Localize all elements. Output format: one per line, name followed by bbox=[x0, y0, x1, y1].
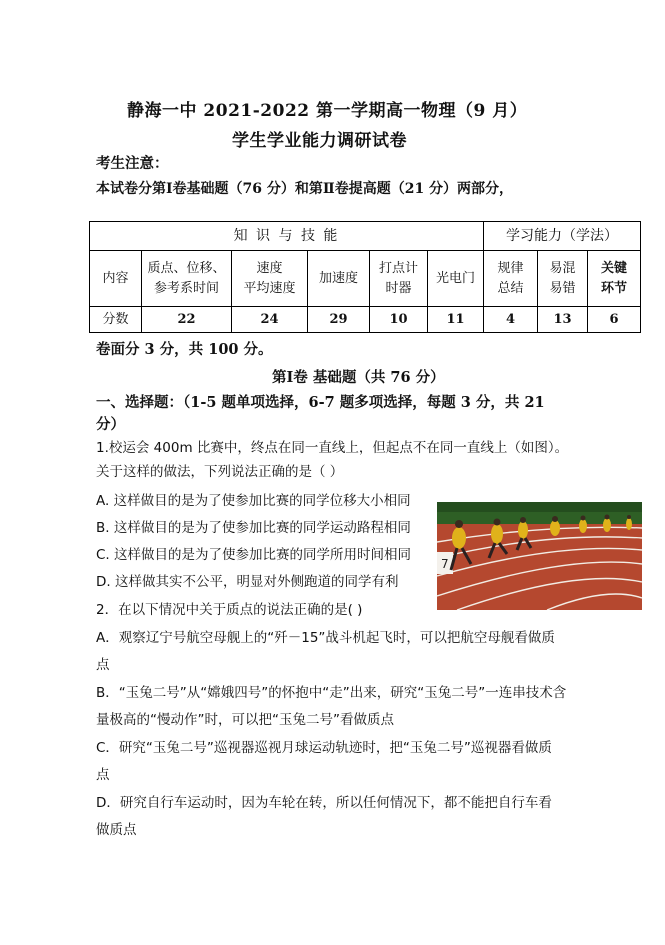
lane-number-text: 7 bbox=[441, 557, 449, 571]
q1-stem-line2: 关于这样的做法，下列说法正确的是（ ） bbox=[96, 464, 344, 480]
q2-option-b-line2: 量极高的“慢动作”时，可以把“玉兔二号”看做质点 bbox=[96, 712, 394, 728]
q2-option-b-line1: B．“玉兔二号”从“嫦娥四号”的怀抱中“走”出来，研究“玉兔二号”一连串技术含 bbox=[96, 685, 567, 701]
q2-stem: 2．在以下情况中关于质点的说法正确的是( ) bbox=[96, 602, 363, 618]
header-learning-ability: 学习能力（学法） bbox=[484, 222, 641, 251]
q1-option-c: C. 这样做目的是为了使参加比赛的同学所用时间相同 bbox=[96, 547, 412, 563]
score-cell: 6 bbox=[588, 307, 641, 333]
col-rule-summary: 规律 总结 bbox=[484, 251, 538, 307]
row-label-content: 内容 bbox=[90, 251, 142, 307]
score-distribution-table bbox=[89, 221, 641, 333]
score-cell: 11 bbox=[428, 307, 484, 333]
score-cell: 4 bbox=[484, 307, 538, 333]
q2-option-d-line2: 做质点 bbox=[96, 822, 137, 838]
score-cell: 22 bbox=[142, 307, 232, 333]
q2-option-a-line1: A．观察辽宁号航空母舰上的“歼－15”战斗机起飞时，可以把航空母舰看做质 bbox=[96, 630, 555, 646]
notice-text: 本试卷分第Ⅰ卷基础题（76 分）和第Ⅱ卷提高题（21 分）两部分， bbox=[96, 181, 514, 197]
row-label-score: 分数 bbox=[90, 307, 142, 333]
q1-option-d: D. 这样做其实不公平，明显对外侧跑道的同学有利 bbox=[96, 574, 399, 590]
score-cell: 13 bbox=[538, 307, 588, 333]
notice-label: 考生注意： bbox=[96, 155, 169, 172]
total-score-note: 卷面分 3 分，共 100 分。 bbox=[96, 341, 273, 358]
exam-title-line1: 静海一中 2021-2022 第一学期高一物理（9 月） bbox=[127, 101, 528, 121]
col-acceleration: 加速度 bbox=[308, 251, 370, 307]
q2-option-d-line1: D．研究自行车运动时，因为车轮在转，所以任何情况下，都不能把自行车看 bbox=[96, 795, 552, 811]
col-photogate: 光电门 bbox=[428, 251, 484, 307]
q1-option-b: B. 这样做目的是为了使参加比赛的同学运动路程相同 bbox=[96, 520, 411, 536]
q2-option-c-line1: C．研究“玉兔二号”巡视器巡视月球运动轨迹时，把“玉兔二号”巡视器看做质 bbox=[96, 740, 552, 756]
section1-title: 第Ⅰ卷 基础题（共 76 分） bbox=[272, 369, 445, 386]
score-cell: 24 bbox=[232, 307, 308, 333]
col-particle-displacement: 质点、位移、 参考系时间 bbox=[142, 251, 232, 307]
part1-heading-line1: 一、选择题：（1-5 题单项选择，6-7 题多项选择，每题 3 分，共 21 bbox=[96, 394, 545, 411]
col-key-step: 关键 环节 bbox=[588, 251, 641, 307]
header-knowledge-skills: 知 识 与 技 能 bbox=[90, 222, 484, 251]
score-cell: 10 bbox=[370, 307, 428, 333]
col-velocity: 速度 平均速度 bbox=[232, 251, 308, 307]
q1-stem-line1: 1.校运会 400m 比赛中，终点在同一直线上，但起点不在同一直线上（如图）。 bbox=[96, 440, 569, 456]
part1-heading-line2: 分） bbox=[96, 416, 125, 433]
exam-title-line2: 学生学业能力调研试卷 bbox=[232, 131, 407, 151]
q2-option-a-line2: 点 bbox=[96, 657, 110, 673]
score-cell: 29 bbox=[308, 307, 370, 333]
col-ticker-timer: 打点计 时器 bbox=[370, 251, 428, 307]
race-start-photo bbox=[437, 502, 642, 610]
content-row bbox=[90, 251, 641, 307]
score-row bbox=[90, 307, 641, 333]
q1-option-a: A. 这样做目的是为了使参加比赛的同学位移大小相同 bbox=[96, 493, 411, 509]
q2-option-c-line2: 点 bbox=[96, 767, 110, 783]
col-confusable: 易混 易错 bbox=[538, 251, 588, 307]
